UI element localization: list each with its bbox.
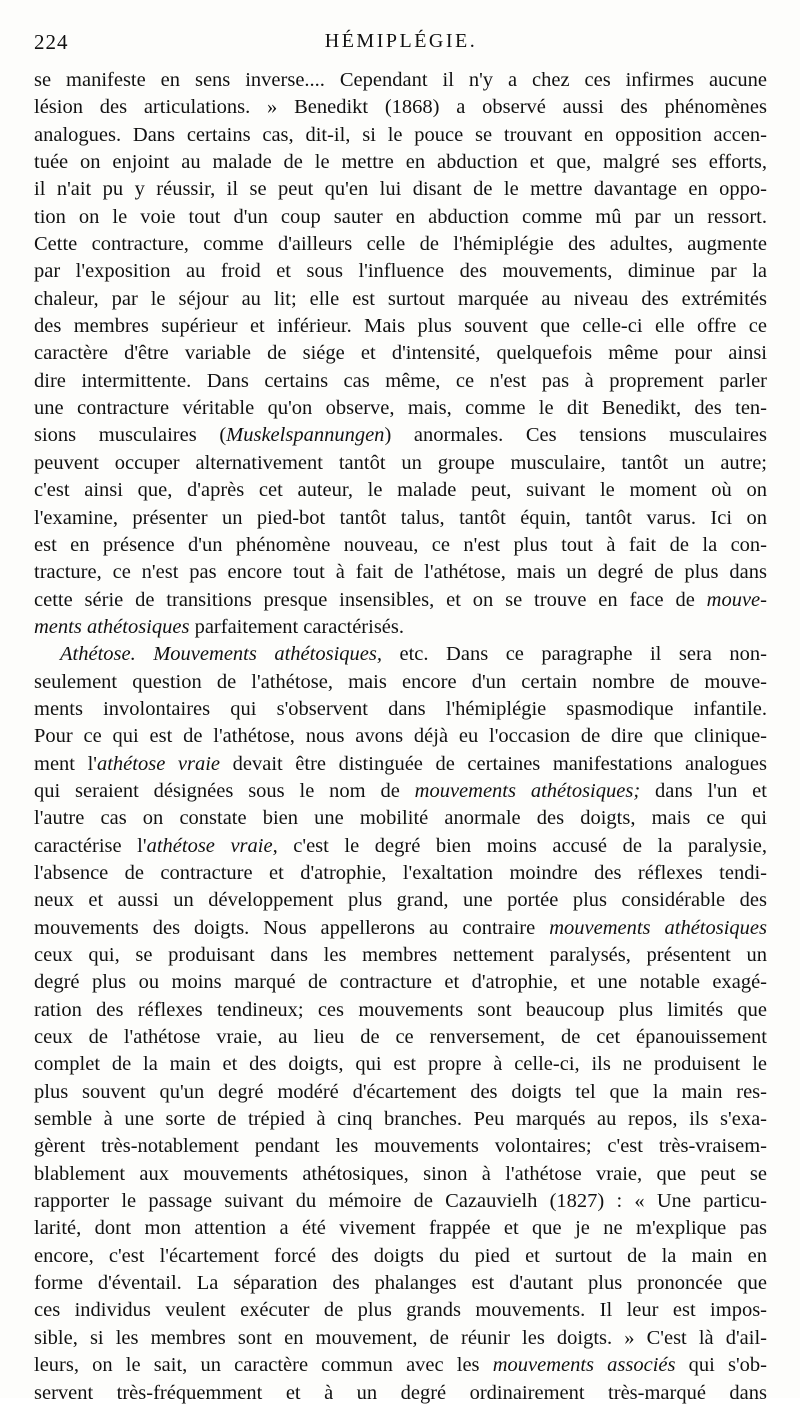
text-segment: seulement question de l'athétose, mais encore d'un certain nombre de mouve- [34, 670, 767, 693]
text-line [34, 204, 767, 231]
text-segment: Cette contracture, comme d'ailleurs celle de l'hémiplégie des adultes, augmente [34, 233, 767, 256]
text-line [34, 1106, 767, 1133]
text-line [34, 969, 767, 996]
text-segment: qui s'ob- [675, 1354, 767, 1377]
text-line [34, 641, 767, 668]
text-segment: se manifeste en sens inverse.... Cependant il n'y a chez ces infirmes aucune [34, 69, 767, 91]
text-line [34, 149, 767, 176]
text-segment: ) anormales. Ces tensions musculaires [384, 424, 767, 447]
text-line [34, 805, 767, 832]
text-line [34, 532, 767, 559]
text-line [34, 778, 767, 805]
text-segment: ceux de l'athétose vraie, au lieu de ce renversement, de cet épanouissement [34, 1026, 767, 1049]
text-segment: sible, si les membres sont en mouvement, de réunir les doigts. » C'est là d'ail- [34, 1326, 767, 1349]
text-line [34, 559, 767, 586]
text-segment: tracture, ce n'est pas encore tout à fait de l'athétose, mais un degré de plus dans [34, 561, 767, 584]
text-line [34, 833, 767, 860]
running-title: HÉMIPLÉGIE. [324, 30, 478, 52]
text-segment: semble à une sorte de trépied à cinq branches. Peu marqués au repos, ils s'exa- [34, 1108, 767, 1131]
text-line [34, 1051, 767, 1078]
text-line [34, 258, 767, 285]
text-line [34, 1133, 767, 1160]
italic-text-segment: mouvements athétosiques; [414, 779, 641, 802]
text-line [34, 505, 767, 532]
text-line [34, 286, 767, 313]
text-line [34, 669, 767, 696]
text-line [34, 368, 767, 395]
body-text [34, 67, 767, 1407]
text-line [34, 1188, 767, 1215]
text-segment: etc. Dans ce paragraphe il sera non- [381, 643, 767, 666]
text-segment: gèrent très-notablement pendant les mouvements volontaires; c'est très-vraisem- [34, 1135, 767, 1158]
text-line [34, 67, 767, 94]
text-segment: lésion des articulations. » Benedikt (1868) a observé aussi des phénomènes [34, 96, 767, 119]
text-line [34, 1079, 767, 1106]
text-segment: parfaitement caractérisés. [189, 615, 405, 638]
text-segment: c'est le degré bien moins accusé de la paralysie, [277, 834, 767, 857]
text-segment: est en présence d'un phénomène nouveau, ce n'est plus tout à fait de la con- [34, 533, 767, 556]
text-segment: ments involontaires qui s'observent dans l'hémiplégie spasmodique infantile. [34, 697, 767, 720]
text-line [34, 587, 767, 614]
text-line [34, 751, 767, 778]
text-segment: plus souvent qu'un degré modéré d'écartement des doigts tel que la main res- [34, 1080, 767, 1103]
text-segment: dans l'un et [640, 779, 767, 802]
text-segment: forme d'éventail. La séparation des phalanges est d'autant plus prononcée que [34, 1272, 767, 1295]
text-line [34, 1380, 767, 1407]
text-line [34, 94, 767, 121]
text-segment: une contracture véritable qu'on observe, mais, comme le dit Benedikt, des ten- [34, 397, 767, 420]
text-segment: neux et aussi un développement plus grand, une portée plus considérable des [34, 889, 767, 912]
text-segment: ment l' [34, 752, 97, 775]
text-line [34, 1325, 767, 1352]
italic-text-segment: Athétose. Mouvements athétosiques, [60, 643, 382, 666]
text-segment: il n'ait pu y réussir, il se peut qu'en lui disant de le mettre davantage en oppo- [34, 178, 767, 201]
text-line [34, 942, 767, 969]
text-line [34, 231, 767, 258]
text-segment: c'est ainsi que, d'après cet auteur, le malade peut, suivant le moment où on [34, 479, 767, 502]
text-line [34, 723, 767, 750]
text-line [34, 340, 767, 367]
text-line [34, 313, 767, 340]
text-segment: cette série de transitions presque insensibles, et on se trouve en face de [34, 588, 707, 611]
text-line [34, 477, 767, 504]
text-line [34, 1161, 767, 1188]
text-segment: complet de la main et des doigts, qui est propre à celle-ci, ils ne produisent le [34, 1053, 767, 1076]
text-line [34, 422, 767, 449]
text-segment: sions musculaires ( [34, 424, 227, 447]
text-line [34, 696, 767, 723]
text-line [34, 1024, 767, 1051]
text-line [34, 122, 767, 149]
page-header [34, 30, 768, 60]
text-segment: l'absence de contracture et d'atrophie, l'exaltation moindre des réflexes tendi- [34, 861, 767, 884]
text-segment: devait être distinguée de certaines manifestations analogues [220, 752, 767, 775]
text-line [34, 1297, 767, 1324]
text-segment: peuvent occuper alternativement tantôt un groupe musculaire, tantôt un autre; [34, 451, 767, 474]
text-line [34, 395, 767, 422]
text-segment: dire intermittente. Dans certains cas même, ce n'est pas à proprement parler [34, 369, 767, 392]
italic-text-segment: athétose vraie, [146, 834, 278, 857]
italic-text-segment: mouvements athétosiques [549, 916, 767, 939]
text-segment: l'autre cas on constate bien une mobilité anormale des doigts, mais ce qui [34, 807, 767, 830]
italic-text-segment: mouve- [706, 588, 767, 611]
text-segment: larité, dont mon attention a été vivement frappée et que je ne m'explique pas [34, 1217, 767, 1240]
text-segment: tion on le voie tout d'un coup sauter en abduction comme mû par un ressort. [34, 205, 767, 228]
text-segment: leurs, on le sait, un caractère commun avec les [34, 1354, 493, 1377]
text-segment: des membres supérieur et inférieur. Mais plus souvent que celle-ci elle offre ce [34, 315, 767, 338]
text-line [34, 614, 767, 641]
text-line [34, 1215, 767, 1242]
text-line [34, 450, 767, 477]
text-segment: caractère d'être variable de siége et d'intensité, quelquefois même pour ainsi [34, 342, 767, 365]
text-segment: tuée on enjoint au malade de le mettre en abduction et que, malgré ses efforts, [34, 151, 767, 174]
text-segment: mouvements des doigts. Nous appellerons au contraire [34, 916, 550, 939]
text-segment: par l'exposition au froid et sous l'influence des mouvements, diminue par la [34, 260, 767, 283]
text-segment: Pour ce qui est de l'athétose, nous avons déjà eu l'occasion de dire que clinique- [34, 725, 767, 748]
text-line [34, 1352, 767, 1379]
page-number: 224 [34, 30, 69, 54]
text-segment: degré plus ou moins marqué de contracture et d'atrophie, et une notable exagé- [34, 971, 767, 994]
text-segment: ration des réflexes tendineux; ces mouvements sont beaucoup plus limités que [34, 998, 767, 1021]
text-segment: caractérise l' [34, 834, 147, 857]
text-segment: l'examine, présenter un pied-bot tantôt talus, tantôt équin, tantôt varus. Ici on [34, 506, 767, 529]
text-line [34, 176, 767, 203]
text-segment: analogues. Dans certains cas, dit-il, si le pouce se trouvant en opposition accen- [34, 123, 767, 146]
text-line [34, 915, 767, 942]
italic-text-segment: mouvements associés [492, 1354, 676, 1377]
text-line [34, 887, 767, 914]
text-segment: ceux qui, se produisant dans les membres nettement paralysés, présentent un [34, 944, 767, 966]
text-segment: encore, c'est l'écartement forcé des doigts du pied et surtout de la main en [34, 1244, 767, 1267]
text-segment: rapporter le passage suivant du mémoire de Cazauvielh (1827) : « Une particu- [34, 1190, 767, 1213]
text-segment: blablement aux mouvements athétosiques, sinon à l'athétose vraie, que peut se [34, 1162, 767, 1185]
text-line [34, 997, 767, 1024]
text-line [34, 1270, 767, 1297]
text-segment: qui seraient désignées sous le nom de [34, 779, 415, 802]
text-segment: servent très-fréquemment et à un degré ordinairement très-marqué dans [34, 1381, 767, 1404]
text-line [34, 860, 767, 887]
text-segment: ces individus veulent exécuter de plus grands mouvements. Il leur est impos- [34, 1299, 767, 1322]
italic-text-segment: ments athétosiques [34, 615, 190, 638]
text-segment: chaleur, par le séjour au lit; elle est surtout marquée au niveau des extrémités [34, 287, 767, 310]
italic-text-segment: Muskelspannungen [226, 424, 385, 447]
text-line [34, 1243, 767, 1270]
italic-text-segment: athétose vraie [96, 752, 221, 775]
